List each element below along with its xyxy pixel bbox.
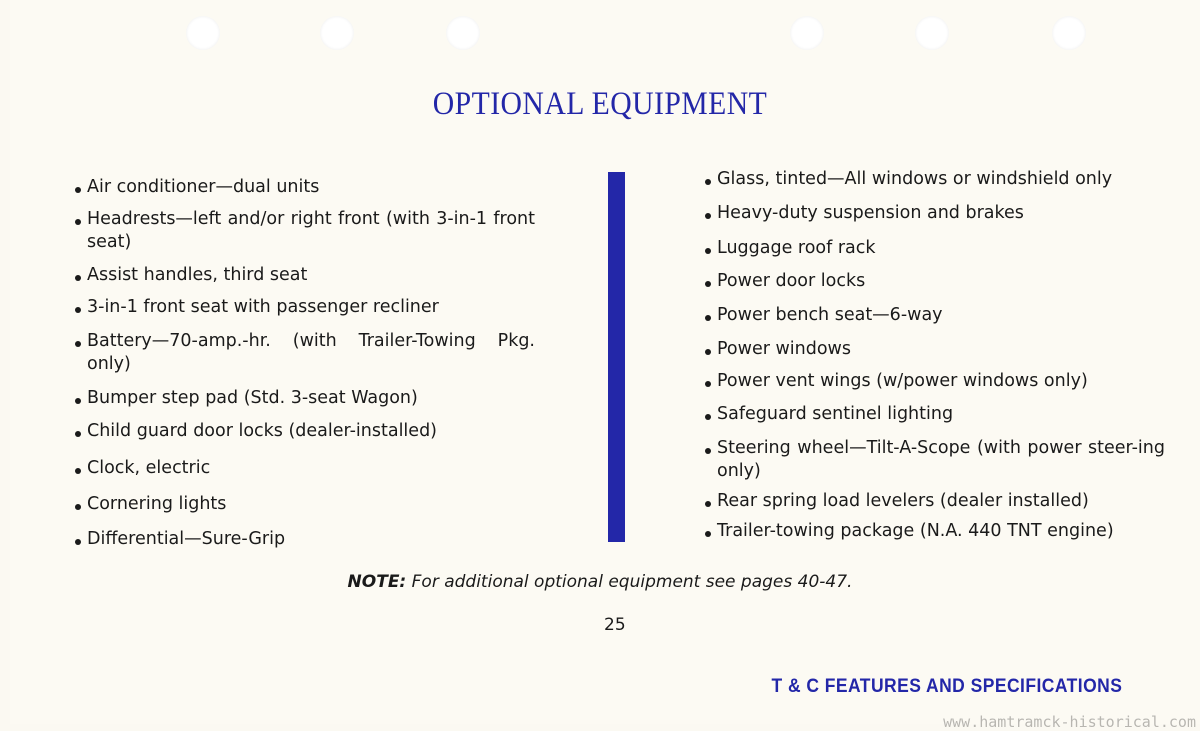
- binder-hole: [790, 16, 824, 50]
- bullet: [705, 315, 711, 321]
- binder-hole: [1052, 16, 1086, 50]
- list-item: [75, 387, 535, 410]
- bullet: [705, 501, 711, 507]
- list-item: [705, 202, 1165, 225]
- list-item-text: Glass, tinted—All windows or windshield only: [717, 169, 1113, 189]
- page-number: 25: [604, 615, 626, 635]
- list-item-text: Trailer-towing package (N.A. 440 TNT engine): [717, 521, 1114, 541]
- binder-hole: [186, 16, 220, 50]
- list-item: [75, 528, 535, 551]
- bullet: [75, 431, 81, 437]
- list-item-text: Child guard door locks (dealer-installed): [87, 421, 437, 441]
- note-label: NOTE:: [347, 572, 407, 592]
- bullet: [705, 213, 711, 219]
- list-item: [75, 420, 535, 443]
- list-item: [75, 208, 535, 254]
- list-item: [75, 296, 535, 319]
- note: [0, 572, 1200, 592]
- list-item-text: Heavy-duty suspension and brakes: [717, 203, 1024, 223]
- bullet: [705, 414, 711, 420]
- bullet: [75, 341, 81, 347]
- binder-hole: [446, 16, 480, 50]
- watermark: www.hamtramck-historical.com: [943, 713, 1196, 731]
- list-item-text: Battery—70-amp.-hr. (with Trailer-Towing Pkg. only): [87, 331, 535, 374]
- list-item: [705, 168, 1165, 191]
- column-divider: [608, 172, 625, 542]
- list-item-text: Headrests—left and/or right front (with 3-in-1 front seat): [87, 209, 535, 252]
- list-item: [75, 264, 535, 287]
- list-item: [705, 403, 1165, 426]
- list-item-text: Power door locks: [717, 271, 866, 291]
- list-item-text: Power bench seat—6-way: [717, 305, 943, 325]
- list-item-text: Bumper step pad (Std. 3-seat Wagon): [87, 388, 418, 408]
- bullet: [75, 275, 81, 281]
- bullet: [75, 187, 81, 193]
- bullet: [705, 281, 711, 287]
- list-item: [75, 457, 535, 480]
- bullet: [705, 248, 711, 254]
- bullet: [705, 381, 711, 387]
- list-item-text: Power vent wings (w/power windows only): [717, 371, 1088, 391]
- list-item-text: Power windows: [717, 339, 851, 359]
- bullet: [705, 531, 711, 537]
- list-item: [75, 176, 535, 199]
- list-item: [705, 437, 1165, 483]
- list-item: [75, 493, 535, 516]
- list-item: [705, 338, 1165, 361]
- page-title: OPTIONAL EQUIPMENT: [432, 86, 768, 122]
- binder-hole: [915, 16, 949, 50]
- list-item: [705, 270, 1165, 293]
- list-item-text: Luggage roof rack: [717, 238, 876, 258]
- list-item-text: Differential—Sure-Grip: [87, 529, 286, 549]
- list-item-text: Rear spring load levelers (dealer installed): [717, 491, 1089, 511]
- list-item: [705, 304, 1165, 327]
- bullet: [75, 398, 81, 404]
- list-item-text: Steering wheel—Tilt-A-Scope (with power steer-ing only): [717, 438, 1165, 481]
- bullet: [75, 219, 81, 225]
- bullet: [75, 468, 81, 474]
- list-item: [75, 330, 535, 376]
- bullet: [75, 307, 81, 313]
- bullet: [705, 179, 711, 185]
- list-item-text: Clock, electric: [87, 458, 211, 478]
- list-item: [705, 520, 1165, 543]
- bullet: [75, 504, 81, 510]
- list-item-text: Safeguard sentinel lighting: [717, 404, 954, 424]
- bullet: [705, 448, 711, 454]
- binder-hole: [320, 16, 354, 50]
- list-item: [705, 370, 1165, 393]
- list-item-text: 3-in-1 front seat with passenger recliner: [87, 297, 439, 317]
- list-item-text: Cornering lights: [87, 494, 227, 514]
- list-item: [705, 237, 1165, 260]
- note-text: For additional optional equipment see pages 40-47.: [411, 572, 853, 592]
- section-footer: T & C FEATURES AND SPECIFICATIONS: [771, 676, 1122, 697]
- list-item-text: Air conditioner—dual units: [87, 177, 320, 197]
- bullet: [705, 349, 711, 355]
- list-item-text: Assist handles, third seat: [87, 265, 308, 285]
- list-item: [705, 490, 1165, 513]
- bullet: [75, 539, 81, 545]
